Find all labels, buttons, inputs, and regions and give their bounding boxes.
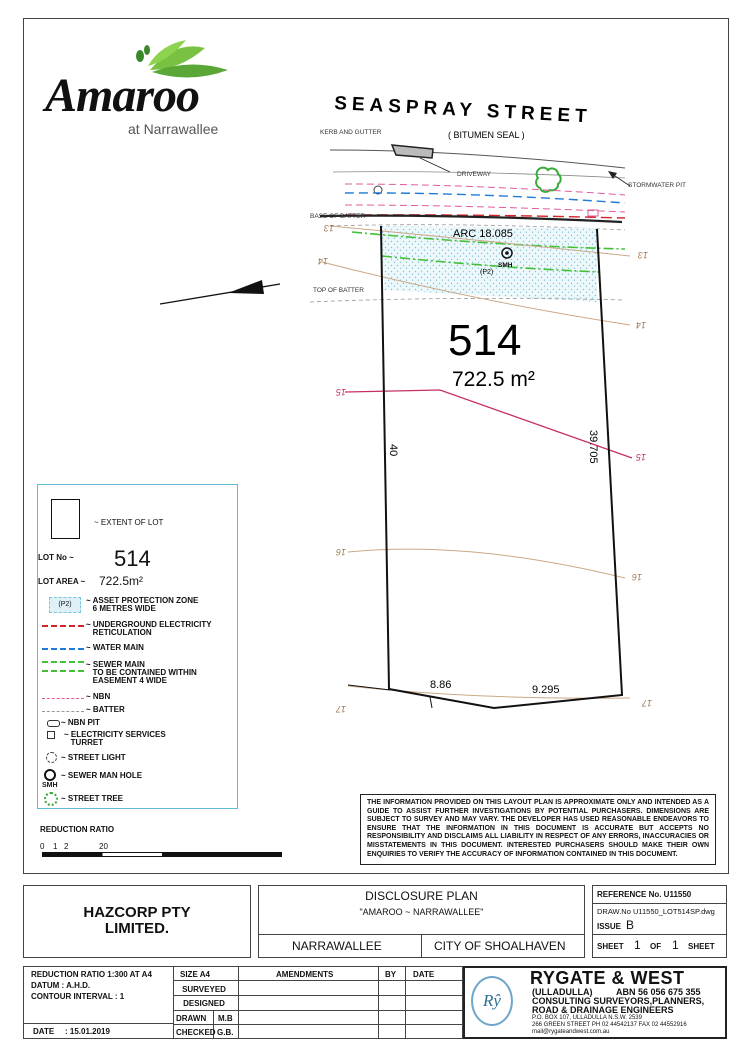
footer-surveyed: SURVEYED: [182, 985, 226, 994]
sewer-swatch-bottom: [42, 670, 84, 672]
footer-row-3: [173, 1010, 463, 1011]
brand-subtitle: at Narrawallee: [128, 121, 219, 137]
scale-tick-0: 0: [40, 842, 45, 851]
batter-swatch: [42, 711, 84, 712]
firm-line-1: CONSULTING SURVEYORS,PLANNERS,: [532, 996, 705, 1006]
rear-right-dimension: 9.295: [532, 684, 560, 696]
nbn-swatch: [42, 698, 84, 699]
rear-left-dimension: 8.86: [430, 679, 452, 691]
drawing-number: DRAW.No U11550_LOT514SP.dwg: [597, 907, 715, 916]
footer-date: : 15.01.2019: [65, 1027, 110, 1036]
sheet-label: SHEET: [597, 942, 624, 951]
council: CITY OF SHOALHAVEN: [434, 939, 566, 953]
locality: NARRAWALLEE: [292, 939, 382, 953]
water-swatch: [42, 648, 84, 650]
legend-sewer: ~ SEWER MAIN TO BE CONTAINED WITHIN EASEMENT 4 WIDE: [86, 660, 197, 685]
legend-lot-no: 514: [114, 546, 151, 571]
legend-apz: ~ ASSET PROTECTION ZONE 6 METRES WIDE: [86, 596, 199, 613]
plan-subtitle: "AMAROO ~ NARRAWALLEE": [359, 907, 484, 917]
firm-email[interactable]: mail@rygateandwest.com.au: [532, 1029, 610, 1035]
footer-datum: DATUM : A.H.D.: [31, 981, 91, 990]
driveway-label: DRIVEWAY: [457, 171, 491, 178]
scale-title: REDUCTION RATIO: [40, 825, 115, 834]
firm-address-1: P.O. BOX 107, ULLADULLA N.S.W. 2539: [532, 1015, 642, 1021]
smh-label: SMH: [498, 262, 513, 269]
firm-address-2: 266 GREEN STREET PH 02 44542137 FAX 02 44552916: [532, 1022, 687, 1028]
footer-row-4: [173, 1024, 463, 1025]
plan-title-split: [421, 934, 422, 958]
contour-13-label-right: 13: [637, 250, 648, 260]
legend-extent: ~ EXTENT OF LOT: [94, 518, 164, 527]
owner-name: HAZCORP PTY LIMITED.: [83, 904, 191, 937]
contour-14-label: 14: [317, 256, 328, 266]
footer-amendments: AMENDMENTS: [276, 970, 334, 979]
reference-number: REFERENCE No. U11550: [597, 890, 692, 899]
legend-elec-turret: ~ ELECTRICITY SERVICES TURRET: [64, 730, 166, 747]
brand-name: Amaroo: [45, 69, 200, 122]
contour-16-label-right: 16: [631, 572, 642, 582]
lot-area-label: 722.5 m²: [452, 368, 535, 391]
apz-swatch: (P2): [49, 597, 81, 613]
contour-15-label: 15: [335, 387, 346, 397]
contour-14-label-right: 14: [635, 320, 646, 330]
issue-value: B: [626, 918, 635, 932]
footer-date-label: DATE: [33, 1027, 55, 1036]
firm-branch: (ULLADULLA): [532, 987, 593, 997]
legend-nbn-pit: ~ NBN PIT: [61, 718, 100, 727]
footer-size: SIZE A4: [180, 970, 210, 979]
legend-nbn: ~ NBN: [86, 692, 111, 701]
street-name-label: SEASPRAY STREET: [333, 93, 593, 128]
reference-divider-2: [592, 934, 727, 935]
scale-tick-2: 2: [64, 842, 69, 851]
scale-tick-1: 1: [53, 842, 58, 851]
kerb-label: KERB AND GUTTER: [320, 129, 382, 136]
legend-water: ~ WATER MAIN: [86, 643, 144, 652]
extent-of-lot-swatch: [51, 499, 80, 539]
street-tree-icon: [536, 168, 561, 192]
legend-manhole: ~ SEWER MAN HOLE: [61, 771, 143, 780]
electricity-swatch: [42, 625, 84, 627]
scale-bar: [42, 852, 282, 857]
footer-col-3: [378, 966, 379, 1039]
contour-13-label: 13: [323, 223, 334, 233]
legend-tree: ~ STREET TREE: [61, 794, 124, 803]
top-batter-label: TOP OF BATTER: [313, 287, 364, 294]
manhole-icon: [44, 769, 56, 781]
legend-batter: ~ BATTER: [86, 705, 125, 714]
side-right-dimension: 39.705: [587, 430, 599, 464]
sheet-total: 1: [672, 938, 679, 952]
sheet-number: 1: [634, 938, 641, 952]
footer-by: BY: [385, 970, 397, 979]
scale-tick-5: 20: [99, 842, 108, 851]
footer-drawn-by: M.B: [218, 1014, 233, 1023]
street-tree-icon: [44, 792, 58, 806]
legend-electric: ~ UNDERGROUND ELECTRICITY RETICULATION: [86, 620, 212, 637]
contour-15-label-right: 15: [635, 452, 646, 462]
footer-row-1: [173, 980, 463, 981]
footer-designed: DESIGNED: [183, 999, 225, 1008]
firm-line-2: ROAD & DRAINAGE ENGINEERS: [532, 1005, 674, 1015]
reference-divider-1: [592, 903, 727, 904]
sheet-suffix: SHEET: [688, 942, 715, 951]
nbn-pit-icon: [47, 720, 60, 727]
issue-label: ISSUE: [597, 922, 622, 931]
of-label: OF: [650, 942, 662, 951]
contour-17-label-right: 17: [641, 698, 652, 708]
footer-reduction: REDUCTION RATIO 1:300 AT A4: [31, 970, 152, 979]
contour-17-label: 17: [335, 704, 346, 714]
stormwater-label: STORMWATER PIT: [628, 182, 687, 189]
p2-label: (P2): [480, 269, 494, 276]
electricity-turret-icon: [47, 731, 55, 739]
street-light-icon: [46, 752, 57, 763]
footer-drawn: DRAWN: [176, 1014, 207, 1023]
footer-checked-by: G.B.: [217, 1028, 234, 1037]
legend-smh: SMH: [42, 782, 58, 789]
footer-contour: CONTOUR INTERVAL : 1: [31, 992, 125, 1001]
legend-street-light: ~ STREET LIGHT: [61, 753, 126, 762]
legend-panel: [37, 484, 238, 809]
firm-logo: Rŷ: [471, 976, 513, 1026]
footer-row-2: [173, 995, 463, 996]
arc-label: ARC 18.085: [453, 228, 513, 240]
contour-16-label: 16: [335, 547, 346, 557]
lot-number-label: 514: [448, 316, 522, 365]
firm-name: RYGATE & WEST: [530, 968, 685, 988]
bitumen-seal-label: ( BITUMEN SEAL ): [448, 130, 525, 140]
north-arrow-icon: [160, 280, 280, 304]
side-left-dimension: 40: [387, 444, 399, 457]
footer-col-4: [405, 966, 406, 1039]
plan-title: DISCLOSURE PLAN: [365, 889, 478, 903]
firm-abn: ABN 56 056 675 355: [616, 987, 701, 997]
base-batter-label: BASE OF BATTER: [310, 213, 366, 220]
legend-lot-area-label: LOT AREA ~: [38, 577, 86, 586]
footer-checked: CHECKED: [176, 1028, 216, 1037]
disclaimer: THE INFORMATION PROVIDED ON THIS LAYOUT PLAN IS APPROXIMATE ONLY AND INTENDED AS A GUIDE TO ASSIST FURTHER INVESTIGATIONS BY POTENTIAL PURCHASERS. DIMENSIONS ARE SUBJECT TO SURVEY AND MAY VARY. THE DEVELOPER HAS USED REASONABLE ENDEAVORS TO ENSURE THAT THE INFORMATION IN THIS DOCUMENT IS ACCURATE BUT ACCEPTS NO RESPONSIBILITY AND DISCLAIMS ALL LIABILITY IN RESPECT OF ANY ERRORS, INACCURACIES OR MISSTATEMENTS IN THIS DOCUMENT. INTERESTED PURCHASERS SHOULD MAKE THEIR OWN ENQUIRIES TO VERIFY THE ACCURACY OF INFORMATION CONTAINED IN THIS DOCUMENT.: [360, 794, 716, 865]
footer-date-divider: [23, 1023, 173, 1024]
legend-lot-no-label: LOT No ~: [38, 553, 74, 562]
sewer-swatch-top: [42, 661, 84, 663]
footer-date-column: DATE: [413, 970, 435, 979]
legend-lot-area: 722.5m²: [99, 574, 144, 588]
